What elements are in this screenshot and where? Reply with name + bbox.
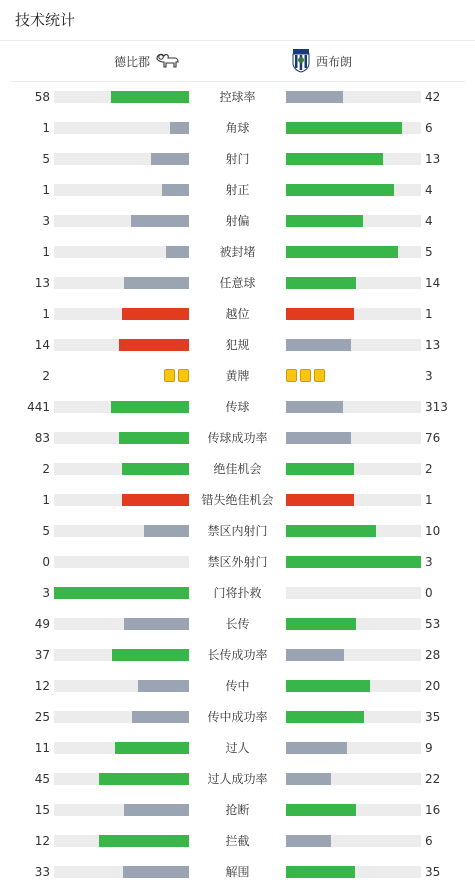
stat-label: 射偏 <box>225 214 250 228</box>
away-stat-bar-track <box>286 122 421 134</box>
home-stat-bar-track <box>54 432 189 444</box>
away-stat-bar-track <box>286 308 421 320</box>
team-header <box>10 41 465 82</box>
yellow-card-icon <box>178 369 189 382</box>
home-team-name: 德比郡 <box>113 54 150 69</box>
stat-label: 禁区内射门 <box>207 524 268 538</box>
stat-label: 解围 <box>225 865 250 879</box>
home-stat-bar-track <box>54 339 189 351</box>
home-stat-bar-fill <box>99 835 189 847</box>
away-stat-value: 313 <box>425 400 448 414</box>
stat-label: 任意球 <box>219 276 256 290</box>
home-stat-bar-track <box>54 308 189 320</box>
stat-row <box>0 268 475 299</box>
away-stat-bar-track <box>286 773 421 785</box>
away-stat-value: 53 <box>425 617 441 631</box>
away-stat-bar-fill <box>286 866 355 878</box>
albion-crest-icon <box>290 47 312 76</box>
home-stat-value: 5 <box>42 152 50 166</box>
stat-row <box>0 206 475 237</box>
stat-row <box>0 702 475 733</box>
home-stat-bar-fill <box>99 773 189 785</box>
home-stat-bar-track <box>54 866 189 878</box>
stat-label: 传球 <box>225 400 250 414</box>
home-stat-bar-fill <box>170 122 189 134</box>
away-stat-bar-track <box>286 463 421 475</box>
stat-row <box>0 547 475 578</box>
away-stat-value: 4 <box>425 214 433 228</box>
home-stat-bar-track <box>54 494 189 506</box>
home-stat-value: 12 <box>34 834 50 848</box>
away-stat-bar-fill <box>286 773 331 785</box>
away-stat-value: 13 <box>425 338 441 352</box>
away-stat-value: 4 <box>425 183 433 197</box>
away-stat-bar-track <box>286 184 421 196</box>
stat-label: 错失绝佳机会 <box>201 493 274 507</box>
stat-row <box>0 454 475 485</box>
away-stat-value: 13 <box>425 152 441 166</box>
away-stat-bar-track <box>286 432 421 444</box>
away-stat-value: 14 <box>425 276 441 290</box>
stat-label: 控球率 <box>219 90 256 104</box>
home-stat-bar-fill <box>144 525 189 537</box>
away-stat-value: 1 <box>425 307 433 321</box>
home-stat-bar-fill <box>124 618 189 630</box>
stat-label: 被封堵 <box>219 245 256 259</box>
stat-row <box>0 82 475 113</box>
away-stat-bar-fill <box>286 463 354 475</box>
home-stat-bar-fill <box>122 494 190 506</box>
away-stat-bar-track <box>286 525 421 537</box>
away-stat-bar-track <box>286 401 421 413</box>
away-stat-value: 76 <box>425 431 441 445</box>
home-stat-value: 1 <box>42 245 50 259</box>
stat-row <box>0 113 475 144</box>
home-stat-bar-track <box>54 463 189 475</box>
away-stat-value: 6 <box>425 121 433 135</box>
home-stat-bar-track <box>54 742 189 754</box>
away-stat-bar-track <box>286 91 421 103</box>
stat-row <box>0 516 475 547</box>
away-stat-bar-fill <box>286 525 376 537</box>
stat-row <box>0 423 475 454</box>
home-stat-value: 3 <box>42 214 50 228</box>
away-stat-bar-fill <box>286 711 364 723</box>
away-stat-bar-fill <box>286 122 402 134</box>
away-team[interactable] <box>290 41 352 81</box>
home-stat-bar-fill <box>131 215 189 227</box>
away-stat-bar-track <box>286 246 421 258</box>
home-stat-value: 2 <box>42 462 50 476</box>
away-stat-value: 20 <box>425 679 441 693</box>
home-stat-bar-fill <box>138 680 189 692</box>
home-stat-value: 11 <box>34 741 50 755</box>
home-stat-value: 83 <box>34 431 50 445</box>
away-stat-value: 28 <box>425 648 441 662</box>
stat-label: 传中成功率 <box>207 710 268 724</box>
away-team-name: 西布朗 <box>316 54 353 69</box>
home-stat-bar-fill <box>166 246 189 258</box>
away-stat-bar-track <box>286 804 421 816</box>
home-stat-bar-track <box>54 587 189 599</box>
away-stat-bar-track <box>286 711 421 723</box>
away-stat-value: 3 <box>425 555 433 569</box>
home-stat-bar-track <box>54 91 189 103</box>
home-stat-value: 45 <box>34 772 50 786</box>
away-stat-bar-fill <box>286 556 421 568</box>
stat-label: 拦截 <box>225 834 250 848</box>
away-stat-value: 5 <box>425 245 433 259</box>
ram-crest-icon <box>154 51 180 72</box>
section-title: 技术统计 <box>0 0 475 41</box>
yellow-card-icon <box>286 369 297 382</box>
home-stat-value: 15 <box>34 803 50 817</box>
stat-label: 射门 <box>225 152 250 166</box>
stat-label: 传球成功率 <box>207 431 268 445</box>
home-stat-bar-fill <box>122 308 190 320</box>
away-stat-bar-fill <box>286 649 344 661</box>
home-stat-bar-track <box>54 525 189 537</box>
home-stat-bar-track <box>54 649 189 661</box>
home-stat-bar-track <box>54 556 189 568</box>
yellow-card-icon <box>314 369 325 382</box>
home-stat-value: 3 <box>42 586 50 600</box>
home-stat-bar-fill <box>124 277 189 289</box>
stat-label: 犯规 <box>225 338 250 352</box>
home-stat-bar-track <box>54 618 189 630</box>
stat-label: 门将扑救 <box>213 586 262 600</box>
stat-row <box>0 578 475 609</box>
away-stat-bar-track <box>286 339 421 351</box>
away-stat-bar-fill <box>286 432 351 444</box>
stat-row <box>0 609 475 640</box>
stat-label: 角球 <box>225 121 250 135</box>
away-stat-bar-track <box>286 866 421 878</box>
away-stat-value: 35 <box>425 865 441 879</box>
home-stat-bar-fill <box>162 184 189 196</box>
stat-row <box>0 733 475 764</box>
stat-label: 抢断 <box>225 803 250 817</box>
stat-label: 越位 <box>225 307 250 321</box>
away-stat-bar-fill <box>286 494 354 506</box>
stat-label: 传中 <box>225 679 250 693</box>
home-stat-bar-fill <box>119 339 189 351</box>
stat-label: 黄牌 <box>225 369 250 383</box>
stat-row <box>0 299 475 330</box>
home-stat-value: 0 <box>42 555 50 569</box>
away-stat-bar-track <box>286 835 421 847</box>
away-stat-value: 6 <box>425 834 433 848</box>
home-yellow-cards <box>164 369 189 383</box>
home-stat-value: 25 <box>34 710 50 724</box>
away-stat-bar-track <box>286 215 421 227</box>
home-stat-value: 1 <box>42 493 50 507</box>
stat-row <box>0 175 475 206</box>
stat-label: 绝佳机会 <box>213 462 262 476</box>
home-stat-bar-track <box>54 711 189 723</box>
home-stat-value: 37 <box>34 648 50 662</box>
away-stat-bar-track <box>286 587 421 599</box>
stat-label: 射正 <box>225 183 250 197</box>
stat-row <box>0 764 475 795</box>
away-stat-bar-fill <box>286 184 394 196</box>
home-stat-value: 1 <box>42 307 50 321</box>
stat-label: 禁区外射门 <box>207 555 268 569</box>
home-stat-bar-fill <box>54 587 189 599</box>
stat-row <box>0 485 475 516</box>
home-stat-bar-fill <box>119 432 189 444</box>
away-stat-value: 9 <box>425 741 433 755</box>
stat-label: 长传成功率 <box>207 648 268 662</box>
away-stat-bar-fill <box>286 618 356 630</box>
home-stat-value: 14 <box>34 338 50 352</box>
home-stat-value: 58 <box>34 90 50 104</box>
home-stat-bar-track <box>54 246 189 258</box>
away-stat-bar-track <box>286 618 421 630</box>
away-yellow-cards <box>286 369 325 383</box>
home-stat-bar-track <box>54 184 189 196</box>
home-stat-bar-fill <box>111 401 189 413</box>
away-stat-value: 35 <box>425 710 441 724</box>
home-stat-bar-fill <box>132 711 189 723</box>
stat-label: 过人 <box>225 741 250 755</box>
away-stat-bar-track <box>286 277 421 289</box>
home-stat-bar-track <box>54 153 189 165</box>
home-stat-bar-fill <box>111 91 189 103</box>
home-stat-bar-track <box>54 773 189 785</box>
home-stat-value: 1 <box>42 121 50 135</box>
away-stat-bar-track <box>286 153 421 165</box>
stat-row <box>0 237 475 268</box>
home-team[interactable] <box>114 41 180 81</box>
away-stat-bar-track <box>286 556 421 568</box>
away-stat-value: 42 <box>425 90 441 104</box>
away-stat-bar-track <box>286 680 421 692</box>
stat-row <box>0 144 475 175</box>
away-stat-value: 10 <box>425 524 441 538</box>
home-stat-bar-track <box>54 277 189 289</box>
away-stat-value: 22 <box>425 772 441 786</box>
home-stat-bar-fill <box>124 804 189 816</box>
home-stat-bar-track <box>54 804 189 816</box>
home-stat-value: 12 <box>34 679 50 693</box>
away-stat-value: 1 <box>425 493 433 507</box>
home-stat-bar-fill <box>122 463 190 475</box>
away-stat-bar-fill <box>286 742 347 754</box>
stat-row <box>0 795 475 826</box>
stat-row <box>0 640 475 671</box>
stat-row <box>0 361 475 392</box>
stat-row <box>0 826 475 857</box>
home-stat-value: 441 <box>27 400 50 414</box>
away-stat-bar-fill <box>286 339 351 351</box>
yellow-card-icon <box>164 369 175 382</box>
home-stat-value: 5 <box>42 524 50 538</box>
away-stat-bar-fill <box>286 91 343 103</box>
away-stat-bar-track <box>286 649 421 661</box>
away-stat-bar-track <box>286 494 421 506</box>
away-stat-bar-fill <box>286 835 331 847</box>
away-stat-value: 16 <box>425 803 441 817</box>
home-stat-bar-fill <box>115 742 189 754</box>
yellow-card-icon <box>300 369 311 382</box>
home-stat-bar-track <box>54 401 189 413</box>
stat-label: 过人成功率 <box>207 772 268 786</box>
home-stat-bar-track <box>54 122 189 134</box>
home-stat-bar-fill <box>123 866 189 878</box>
home-stat-bar-track <box>54 835 189 847</box>
away-stat-bar-fill <box>286 308 354 320</box>
away-stat-bar-fill <box>286 246 398 258</box>
stat-row <box>0 857 475 888</box>
stat-row <box>0 330 475 361</box>
away-stat-bar-fill <box>286 215 363 227</box>
stat-row <box>0 392 475 423</box>
away-stat-bar-fill <box>286 401 343 413</box>
stat-label: 长传 <box>225 617 250 631</box>
away-stat-bar-fill <box>286 153 383 165</box>
home-stat-bar-track <box>54 215 189 227</box>
home-stat-value: 13 <box>34 276 50 290</box>
away-stat-value: 2 <box>425 462 433 476</box>
home-stat-bar-fill <box>112 649 189 661</box>
away-stat-bar-fill <box>286 804 356 816</box>
away-stat-value: 0 <box>425 586 433 600</box>
away-stat-bar-fill <box>286 680 370 692</box>
home-stat-value: 33 <box>34 865 50 879</box>
home-stat-bar-fill <box>151 153 189 165</box>
away-stat-bar-fill <box>286 277 356 289</box>
stats-list <box>0 82 475 888</box>
home-stat-value: 1 <box>42 183 50 197</box>
stat-row <box>0 671 475 702</box>
home-stat-value: 49 <box>34 617 50 631</box>
home-stat-value: 2 <box>42 369 50 383</box>
home-stat-bar-track <box>54 680 189 692</box>
away-stat-value: 3 <box>425 369 433 383</box>
away-stat-bar-track <box>286 742 421 754</box>
